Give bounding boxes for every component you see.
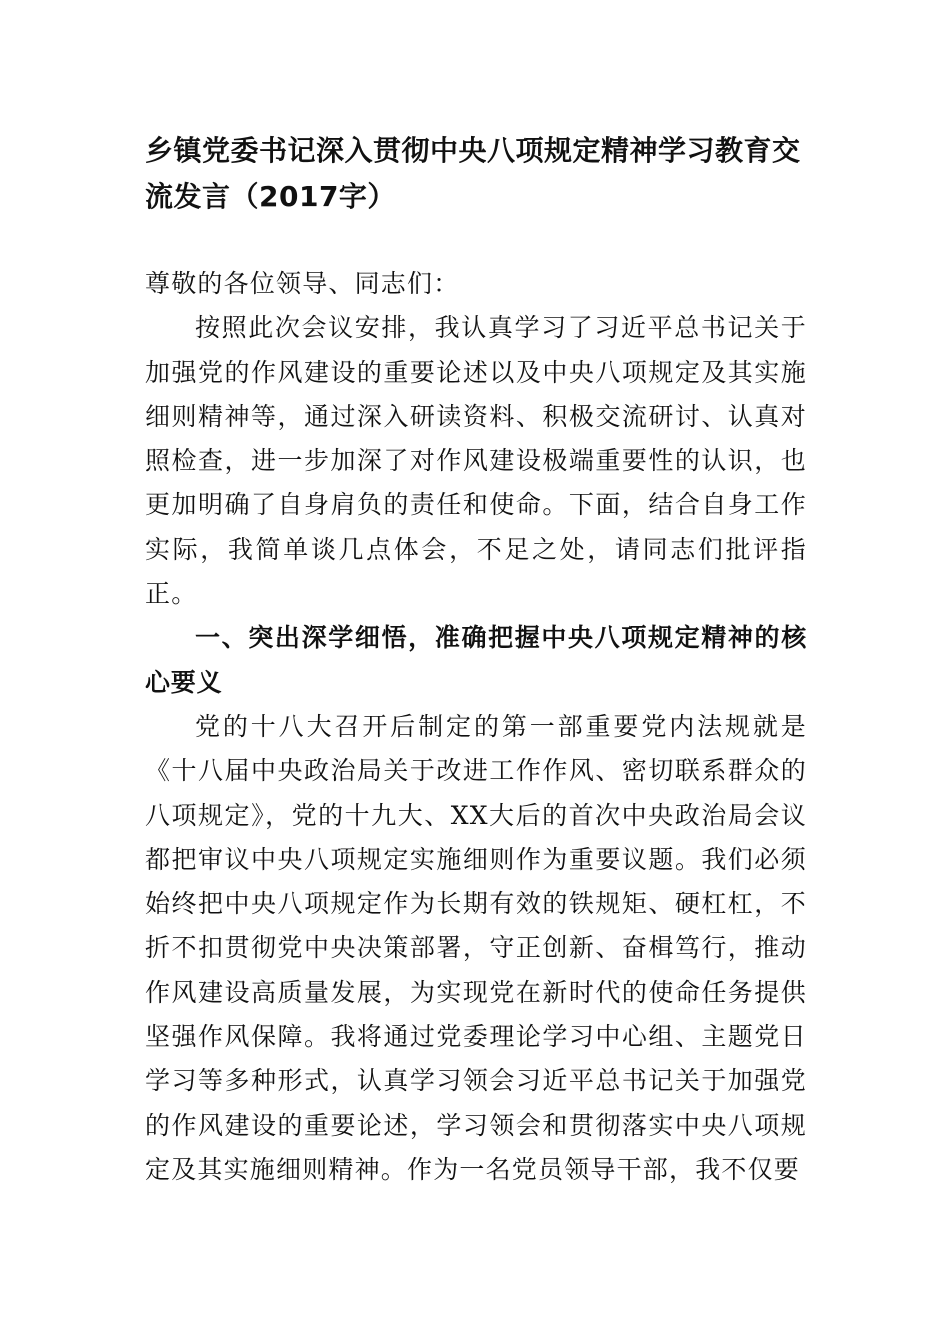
document-title: 乡镇党委书记深入贯彻中央八项规定精神学习教育交流发言（2017字）	[145, 134, 801, 213]
section-1-paragraph: 党的十八大召开后制定的第一部重要党内法规就是《十八届中央政治局关于改进工作作风、密切联系群众的八项规定》，党的十九大、XX大后的首次中央政治局会议都把审议中央八项规定实施细则作为重要议题。我们必须始终把中央八项规定作为长期有效的铁规矩、硬杠杠，不折不扣贯彻党中央决策部署，守正创新、奋楫笃行，推动作风建设高质量发展，为实现党在新时代的使命任务提供坚强作风保障。我将通过党委理论学习中心组、主题党日学习等多种形式，认真学习领会习近平总书记关于加强党的作风建设的重要论述，学习领会和贯彻落实中央八项规定及其实施细则精神。作为一名党员领导干部，我不仅要	[145, 711, 807, 1184]
section-heading-1: 一、突出深学细悟，准确把握中央八项规定精神的核心要义	[145, 623, 807, 697]
salutation: 尊敬的各位领导、同志们：	[145, 269, 460, 298]
intro-paragraph: 按照此次会议安排，我认真学习了习近平总书记关于加强党的作风建设的重要论述以及中央八项规定及其实施细则精神等，通过深入研读资料、积极交流研讨、认真对照检查，进一步加深了对作风建设极端重要性的认识，也更加明确了自身肩负的责任和使命。下面，结合自身工作实际，我简单谈几点体会，不足之处，请同志们批评指正。	[145, 313, 807, 609]
document-body	[145, 262, 807, 1192]
